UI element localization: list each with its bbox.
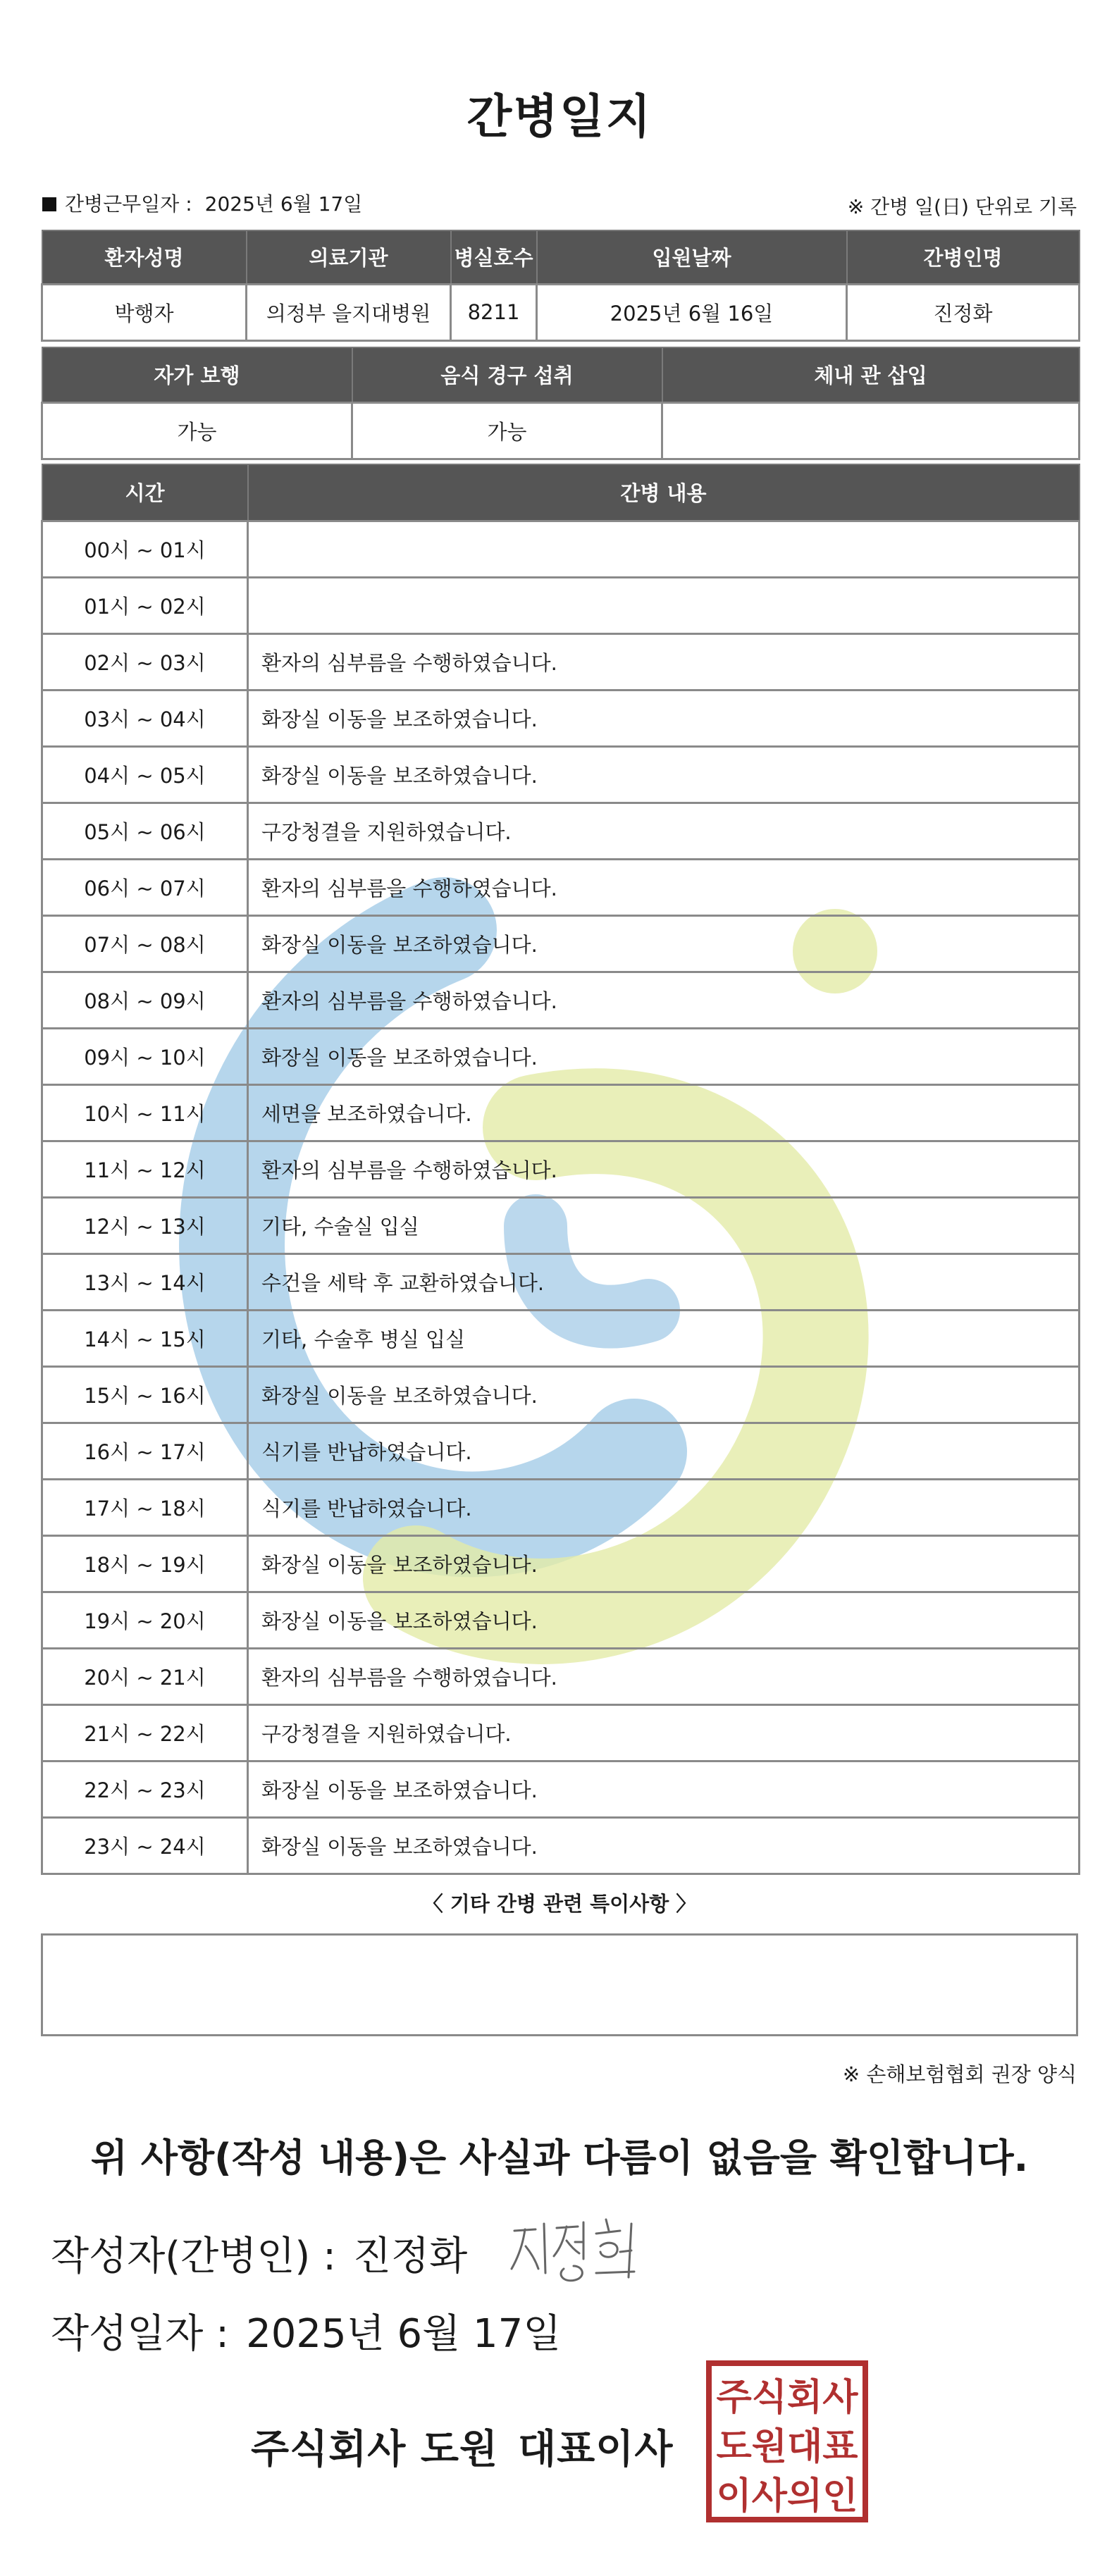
log-row: [42, 1028, 1080, 1084]
log-rows: [42, 521, 1080, 1874]
status-value-row: [42, 402, 1080, 459]
header-care-content: 간병 내용: [248, 464, 1080, 521]
log-row: [42, 690, 1080, 746]
log-time: 17시 ~ 18시: [42, 1479, 248, 1535]
walking-value: 가능: [42, 402, 352, 459]
log-content: 화장실 이동을 보조하였습니다.: [248, 1592, 1080, 1648]
log-content: 환자의 심부름을 수행하였습니다.: [248, 1648, 1080, 1704]
company-role: 대표이사: [518, 2427, 674, 2472]
log-row: [42, 1535, 1080, 1592]
log-row: [42, 915, 1080, 972]
log-time: 02시 ~ 03시: [42, 633, 248, 690]
log-time: 18시 ~ 19시: [42, 1535, 248, 1592]
log-time: 08시 ~ 09시: [42, 972, 248, 1028]
hourly-care-log-table: [41, 464, 1080, 1875]
log-time: 19시 ~ 20시: [42, 1592, 248, 1648]
log-content: 화장실 이동을 보조하였습니다.: [248, 1761, 1080, 1817]
log-content: 구강청결을 지원하였습니다.: [248, 803, 1080, 859]
log-content: 세면을 보조하였습니다.: [248, 1084, 1080, 1141]
info-header-row: [42, 230, 1080, 284]
header-walking: 자가 보행: [42, 347, 352, 402]
log-content: 수건을 세탁 후 교환하였습니다.: [248, 1253, 1080, 1310]
room-number: 8211: [451, 284, 537, 340]
caregiver-name: 진정화: [847, 284, 1080, 340]
header-time: 시간: [42, 464, 248, 521]
patient-info-table: [41, 230, 1080, 342]
log-row: [42, 1479, 1080, 1535]
log-content: 환자의 심부름을 수행하였습니다.: [248, 859, 1080, 915]
log-content: [248, 577, 1080, 633]
company-seal: [706, 2360, 868, 2522]
written-date-line: [51, 2303, 561, 2359]
patient-status-table: [41, 347, 1080, 460]
form-source-note: ※ 손해보험협회 권장 양식: [842, 2062, 1077, 2086]
svg-text:도원대표: 도원대표: [716, 2426, 858, 2468]
log-time: 00시 ~ 01시: [42, 521, 248, 577]
log-row: [42, 1423, 1080, 1479]
log-row: [42, 1141, 1080, 1197]
log-content: 화장실 이동을 보조하였습니다.: [248, 690, 1080, 746]
written-date-label: 작성일자 :: [51, 2311, 230, 2357]
log-content: 식기를 반납하였습니다.: [248, 1479, 1080, 1535]
log-row: [42, 1648, 1080, 1704]
header-tube-insertion: 체내 관 삽입: [662, 347, 1080, 402]
log-row: [42, 1310, 1080, 1366]
writer-line: [51, 2225, 467, 2281]
header-oral-intake: 음식 경구 섭취: [352, 347, 662, 402]
log-content: 화장실 이동을 보조하였습니다.: [248, 1366, 1080, 1423]
header-caregiver-name: 간병인명: [847, 230, 1080, 284]
svg-text:이사의인: 이사의인: [716, 2475, 858, 2518]
log-content: 화장실 이동을 보조하였습니다.: [248, 1028, 1080, 1084]
log-time: 10시 ~ 11시: [42, 1084, 248, 1141]
patient-name: 박행자: [42, 284, 247, 340]
log-time: 01시 ~ 02시: [42, 577, 248, 633]
log-content: 환자의 심부름을 수행하였습니다.: [248, 1141, 1080, 1197]
oral-intake-value: 가능: [352, 402, 662, 459]
work-date-line: [42, 189, 362, 217]
hospital-name: 의정부 을지대병원: [247, 284, 451, 340]
tube-insertion-value: [662, 402, 1080, 459]
work-date-value: 2025년 6월 17일: [204, 192, 363, 216]
log-time: 21시 ~ 22시: [42, 1704, 248, 1761]
log-row: [42, 1761, 1080, 1817]
log-header-row: [42, 464, 1080, 521]
admission-date: 2025년 6월 16일: [537, 284, 847, 340]
log-time: 09시 ~ 10시: [42, 1028, 248, 1084]
log-row: [42, 1253, 1080, 1310]
log-content: 화장실 이동을 보조하였습니다.: [248, 915, 1080, 972]
company-name: 주식회사 도원: [251, 2427, 499, 2472]
log-time: 15시 ~ 16시: [42, 1366, 248, 1423]
header-hospital: 의료기관: [247, 230, 451, 284]
info-value-row: [42, 284, 1080, 340]
log-row: [42, 633, 1080, 690]
log-time: 03시 ~ 04시: [42, 690, 248, 746]
log-row: [42, 521, 1080, 577]
square-bullet-icon: [42, 197, 56, 211]
writer-label: 작성자(간병인) :: [51, 2234, 336, 2279]
status-header-row: [42, 347, 1080, 402]
log-row: [42, 1084, 1080, 1141]
log-row: [42, 972, 1080, 1028]
confirmation-statement: 위 사항(작성 내용)은 사실과 다름이 없음을 확인합니다.: [90, 2136, 1029, 2180]
work-date-label: 간병근무일자 :: [65, 192, 192, 216]
header-patient-name: 환자성명: [42, 230, 247, 284]
log-row: [42, 1197, 1080, 1253]
handwritten-signature: [507, 2210, 641, 2287]
log-time: 16시 ~ 17시: [42, 1423, 248, 1479]
log-time: 23시 ~ 24시: [42, 1817, 248, 1874]
log-content: [248, 521, 1080, 577]
writer-name: 진정화: [352, 2234, 468, 2279]
log-content: 환자의 심부름을 수행하였습니다.: [248, 633, 1080, 690]
notes-title: 〈 기타 간병 관련 특이사항 〉: [422, 1892, 697, 1916]
log-content: 식기를 반납하였습니다.: [248, 1423, 1080, 1479]
header-room-number: 병실호수: [451, 230, 537, 284]
log-row: [42, 746, 1080, 803]
log-time: 07시 ~ 08시: [42, 915, 248, 972]
log-time: 04시 ~ 05시: [42, 746, 248, 803]
log-time: 12시 ~ 13시: [42, 1197, 248, 1253]
company-line: [251, 2418, 673, 2475]
log-content: 화장실 이동을 보조하였습니다.: [248, 746, 1080, 803]
log-row: [42, 859, 1080, 915]
log-time: 20시 ~ 21시: [42, 1648, 248, 1704]
log-row: [42, 1366, 1080, 1423]
log-content: 구강청결을 지원하였습니다.: [248, 1704, 1080, 1761]
log-time: 13시 ~ 14시: [42, 1253, 248, 1310]
log-row: [42, 577, 1080, 633]
log-time: 11시 ~ 12시: [42, 1141, 248, 1197]
written-date-value: 2025년 6월 17일: [246, 2311, 562, 2357]
log-content: 기타, 수술후 병실 입실: [248, 1310, 1080, 1366]
svg-text:주식회사: 주식회사: [716, 2377, 858, 2419]
header-admission-date: 입원날짜: [537, 230, 847, 284]
page-title: 간병일지: [466, 89, 653, 144]
log-row: [42, 1817, 1080, 1874]
log-content: 화장실 이동을 보조하였습니다.: [248, 1535, 1080, 1592]
log-content: 화장실 이동을 보조하였습니다.: [248, 1817, 1080, 1874]
log-time: 06시 ~ 07시: [42, 859, 248, 915]
special-notes-box: [41, 1933, 1078, 2036]
log-content: 환자의 심부름을 수행하였습니다.: [248, 972, 1080, 1028]
log-row: [42, 1592, 1080, 1648]
log-time: 14시 ~ 15시: [42, 1310, 248, 1366]
log-time: 22시 ~ 23시: [42, 1761, 248, 1817]
log-content: 기타, 수술실 입실: [248, 1197, 1080, 1253]
record-note: ※ 간병 일(日) 단위로 기록: [847, 195, 1077, 218]
log-time: 05시 ~ 06시: [42, 803, 248, 859]
log-row: [42, 803, 1080, 859]
log-row: [42, 1704, 1080, 1761]
